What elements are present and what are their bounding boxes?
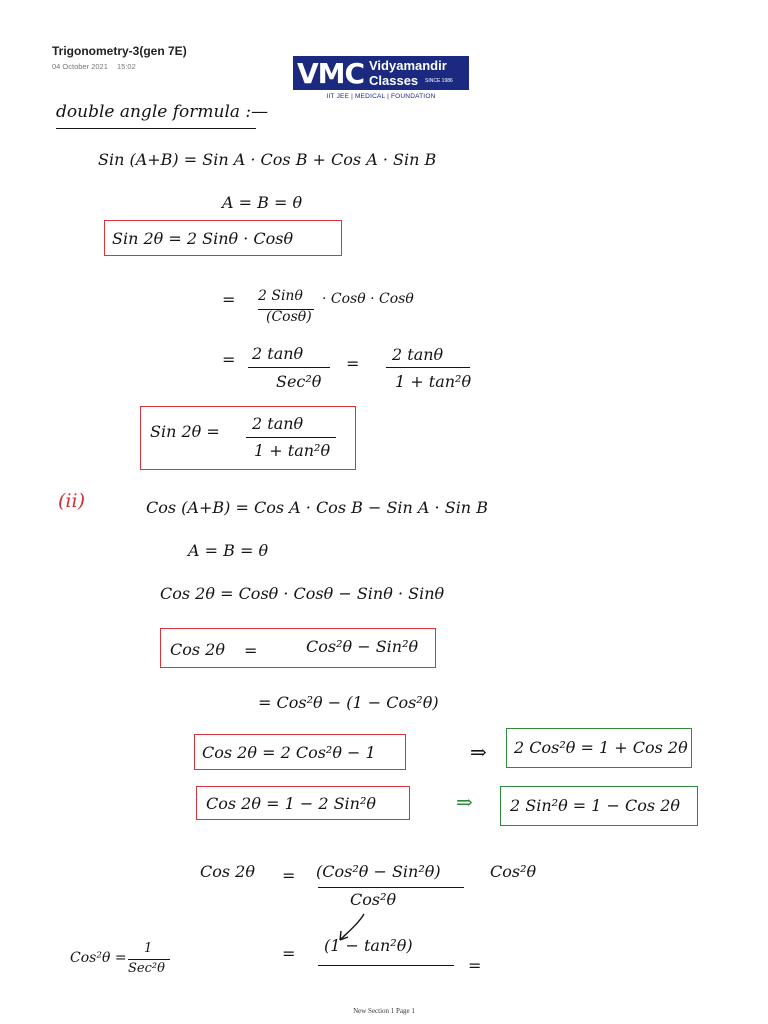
frac-tan-num: 2 tanθ bbox=[252, 344, 304, 363]
eq-cos2theta-lhs: Cos 2θ bbox=[170, 640, 225, 659]
eq-step-equals-3: = bbox=[346, 354, 360, 373]
eq-final-equals: = bbox=[282, 944, 296, 963]
frac-cos-den: (Cosθ) bbox=[266, 309, 312, 325]
eq-a-equals-b: A = B = θ bbox=[222, 193, 303, 212]
logo-name-bottom: Classes bbox=[369, 73, 419, 88]
frac-bar-3 bbox=[386, 367, 470, 368]
frac-bar-5 bbox=[318, 887, 464, 888]
eq-division-equals: = bbox=[282, 866, 296, 885]
eq-cos2theta-cos-form: Cos 2θ = 2 Cos²θ − 1 bbox=[202, 743, 376, 762]
implies-arrow-2: ⇒ bbox=[456, 790, 473, 814]
page-footer: New Section 1 Page 1 bbox=[353, 1007, 415, 1015]
frac-tan-num-2: 2 tanθ bbox=[392, 345, 444, 364]
eq-cos2theta-product: Cos 2θ = Cosθ · Cosθ − Sinθ · Sinθ bbox=[160, 584, 445, 603]
frac-cos-sin-num: (Cos²θ − Sin²θ) bbox=[316, 862, 441, 881]
eq-cos-sum: Cos (A+B) = Cos A · Cos B − Sin A · Sin B bbox=[146, 498, 488, 517]
implies-arrow-1: ⇒ bbox=[470, 740, 487, 764]
eq-sin2theta: Sin 2θ = 2 Sinθ · Cosθ bbox=[112, 229, 294, 248]
eq-cos2theta-division-lhs: Cos 2θ bbox=[200, 862, 255, 881]
eq-cos2theta-substitute: = Cos²θ − (1 − Cos²θ) bbox=[258, 693, 439, 712]
eq-cos-square-multiplier: Cos²θ bbox=[490, 862, 537, 881]
eq-sin2theta-tan-lhs: Sin 2θ = bbox=[150, 422, 220, 441]
notes-heading: double angle formula :— bbox=[56, 102, 269, 122]
logo-mark: VMC bbox=[297, 57, 365, 90]
frac-one-minus-tan-num: (1 − tan²θ) bbox=[324, 936, 413, 955]
frac-tan-num-3: 2 tanθ bbox=[252, 414, 304, 433]
frac-bar-2 bbox=[248, 367, 330, 368]
note-date: 04 October 2021 bbox=[52, 62, 108, 71]
frac-bar-7 bbox=[318, 965, 454, 966]
eq-a-equals-b-2: A = B = θ bbox=[188, 541, 269, 560]
frac-tan-den-2: 1 + tan²θ bbox=[395, 372, 472, 391]
eq-cos-cos: · Cosθ · Cosθ bbox=[322, 291, 414, 307]
logo-name-top: Vidyamandir bbox=[369, 58, 447, 73]
eq-sin-sum: Sin (A+B) = Sin A · Cos B + Cos A · Sin B bbox=[98, 150, 437, 169]
vmc-logo bbox=[293, 56, 469, 90]
section-marker-ii: (ii) bbox=[58, 490, 85, 512]
eq-cos-sec-lhs: Cos²θ = bbox=[70, 950, 127, 966]
eq-step-equals: = bbox=[222, 290, 236, 309]
frac-cos-square-den: Cos²θ bbox=[350, 890, 397, 909]
eq-step-equals-2: = bbox=[222, 350, 236, 369]
logo-since: SINCE 1986 bbox=[425, 78, 453, 84]
frac-sin-num: 2 Sinθ bbox=[258, 288, 303, 304]
frac-bar-4 bbox=[246, 437, 336, 438]
eq-final-equals-2: = bbox=[468, 956, 482, 975]
frac-sec-den-2: Sec²θ bbox=[128, 961, 165, 976]
heading-underline bbox=[56, 128, 256, 129]
frac-sec-den: Sec²θ bbox=[276, 372, 322, 391]
eq-cos-square-identity: 2 Cos²θ = 1 + Cos 2θ bbox=[514, 738, 688, 757]
eq-cos2theta-sin-form: Cos 2θ = 1 − 2 Sin²θ bbox=[206, 794, 377, 813]
eq-cos2theta-rhs: Cos²θ − Sin²θ bbox=[306, 637, 419, 656]
note-time: 15:02 bbox=[117, 62, 136, 71]
eq-cos2theta-equals: = bbox=[244, 641, 258, 660]
eq-sin-square-identity: 2 Sin²θ = 1 − Cos 2θ bbox=[510, 796, 681, 815]
frac-tan-den-3: 1 + tan²θ bbox=[254, 441, 331, 460]
frac-one-num: 1 bbox=[144, 941, 153, 956]
page-title: Trigonometry-3(gen 7E) bbox=[52, 44, 187, 58]
logo-tagline: IIT JEE | MEDICAL | FOUNDATION bbox=[326, 93, 436, 100]
